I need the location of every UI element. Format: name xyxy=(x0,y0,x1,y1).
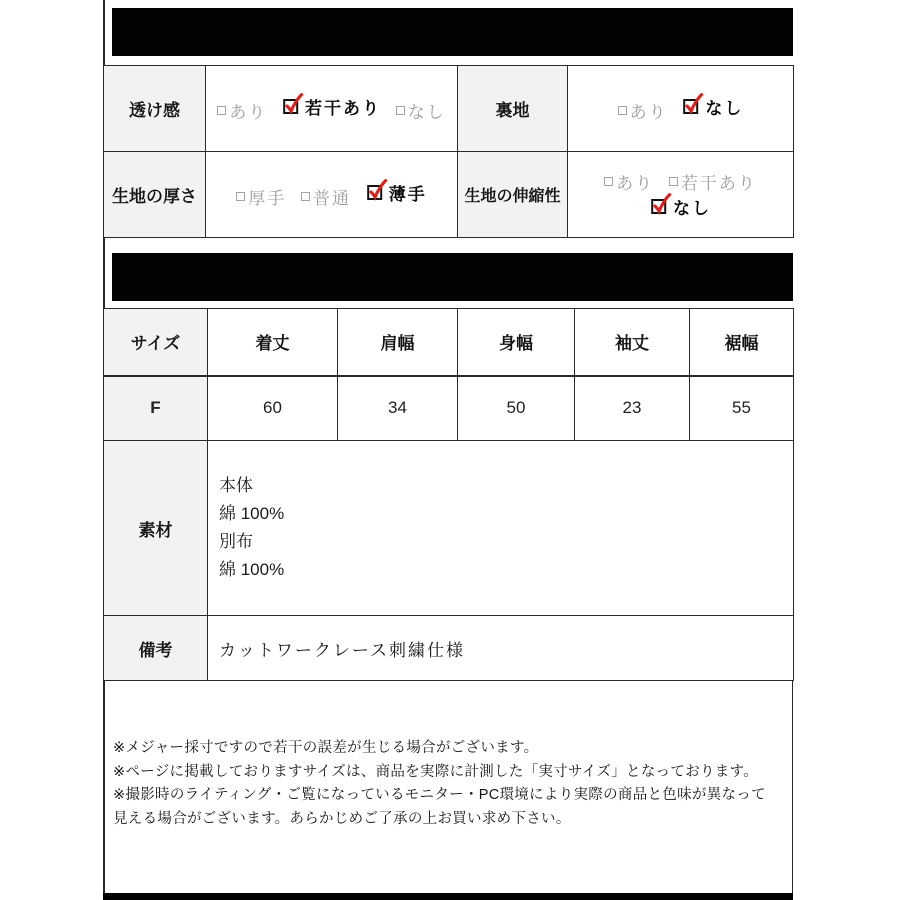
option-label: なし xyxy=(673,199,711,218)
remarks-row xyxy=(104,616,794,681)
checkbox-option xyxy=(301,184,351,209)
checked-checkbox-icon xyxy=(650,193,672,215)
size-value-cell: 23 xyxy=(575,376,690,441)
size-table xyxy=(103,308,794,681)
remarks-label: 備考 xyxy=(104,616,208,681)
size-col-header: 着丈 xyxy=(208,309,338,376)
bottom-thick-border xyxy=(103,893,793,900)
checkbox-option xyxy=(396,98,446,123)
checkbox-option xyxy=(618,98,668,123)
size-section-header xyxy=(112,253,793,301)
material-value xyxy=(208,441,794,616)
option-label: 薄手 xyxy=(388,185,427,204)
remarks-value: カットワークレース刺繍仕様 xyxy=(208,616,794,681)
checkbox-option xyxy=(669,169,757,194)
material-line: 本体 xyxy=(219,476,253,495)
checkbox-option xyxy=(236,184,286,209)
fabric-label-sheerness: 透け感 xyxy=(104,66,206,152)
fabric-section-header xyxy=(112,8,793,56)
size-col-header: 身幅 xyxy=(458,309,575,376)
checkbox-option xyxy=(604,169,654,194)
option-label: あり xyxy=(229,103,268,122)
checked-checkbox-icon xyxy=(682,93,704,115)
material-label: 素材 xyxy=(104,441,208,616)
option-label: なし xyxy=(705,99,744,118)
checkbox-option-checked xyxy=(650,194,711,219)
fabric-label-lining: 裏地 xyxy=(458,66,568,152)
material-line: 綿 100% xyxy=(219,560,285,579)
footnotes-box xyxy=(103,680,793,893)
option-label: なし xyxy=(407,103,446,122)
size-col-header: サイズ xyxy=(104,309,208,376)
material-row xyxy=(104,441,794,616)
size-value-cell: 50 xyxy=(458,376,575,441)
fabric-options-stretch xyxy=(568,152,794,238)
option-label: 厚手 xyxy=(248,189,287,208)
material-line: 綿 100% xyxy=(219,504,285,523)
unchecked-checkbox-icon xyxy=(396,106,405,115)
fabric-table xyxy=(103,65,794,238)
fabric-label-stretch: 生地の伸縮性 xyxy=(458,152,568,238)
material-line: 別布 xyxy=(219,532,253,551)
size-col-header: 裾幅 xyxy=(690,309,794,376)
option-label: 普通 xyxy=(313,189,351,208)
checkbox-option-checked xyxy=(682,94,743,119)
option-label: 若干あり xyxy=(305,99,381,118)
size-col-header: 肩幅 xyxy=(338,309,458,376)
footnote: ※メジャー採寸ですので若干の誤差が生じる場合がございます。 xyxy=(113,740,539,756)
fabric-row-sheerness-lining xyxy=(104,66,794,152)
size-value-cell: 60 xyxy=(208,376,338,441)
size-col-header: 袖丈 xyxy=(575,309,690,376)
checkbox-option xyxy=(217,98,267,123)
unchecked-checkbox-icon xyxy=(301,192,310,201)
size-value-cell: 34 xyxy=(338,376,458,441)
option-label: 若干あり xyxy=(680,174,757,193)
option-label: あり xyxy=(629,103,668,122)
size-data-row xyxy=(104,376,794,441)
size-header-row xyxy=(104,309,794,376)
fabric-options-thickness xyxy=(206,152,458,238)
unchecked-checkbox-icon xyxy=(236,192,245,201)
unchecked-checkbox-icon xyxy=(217,106,226,115)
checkbox-option-checked xyxy=(366,180,427,205)
option-label: あり xyxy=(616,174,655,193)
fabric-row-thickness-stretch xyxy=(104,152,794,238)
unchecked-checkbox-icon xyxy=(618,106,627,115)
footnote: ※ページに掲載しておりますサイズは、商品を実際に計測した「実寸サイズ」となっております。 xyxy=(113,763,759,780)
fabric-options-sheerness xyxy=(206,66,458,152)
fabric-options-lining xyxy=(568,66,794,152)
checked-checkbox-icon xyxy=(282,93,304,115)
size-value-cell: 55 xyxy=(690,376,794,441)
unchecked-checkbox-icon xyxy=(604,177,613,186)
checkbox-option-checked xyxy=(282,94,381,119)
unchecked-checkbox-icon xyxy=(669,177,678,186)
size-name-cell: F xyxy=(104,376,208,441)
checked-checkbox-icon xyxy=(366,179,388,201)
footnote: ※撮影時のライティング・ご覧になっているモニター・PC環境により実際の商品と色味が異なって見える場合がございます。あらかじめご了承の上お買い求め下さい。 xyxy=(113,787,766,827)
fabric-label-thickness: 生地の厚さ xyxy=(104,152,206,238)
